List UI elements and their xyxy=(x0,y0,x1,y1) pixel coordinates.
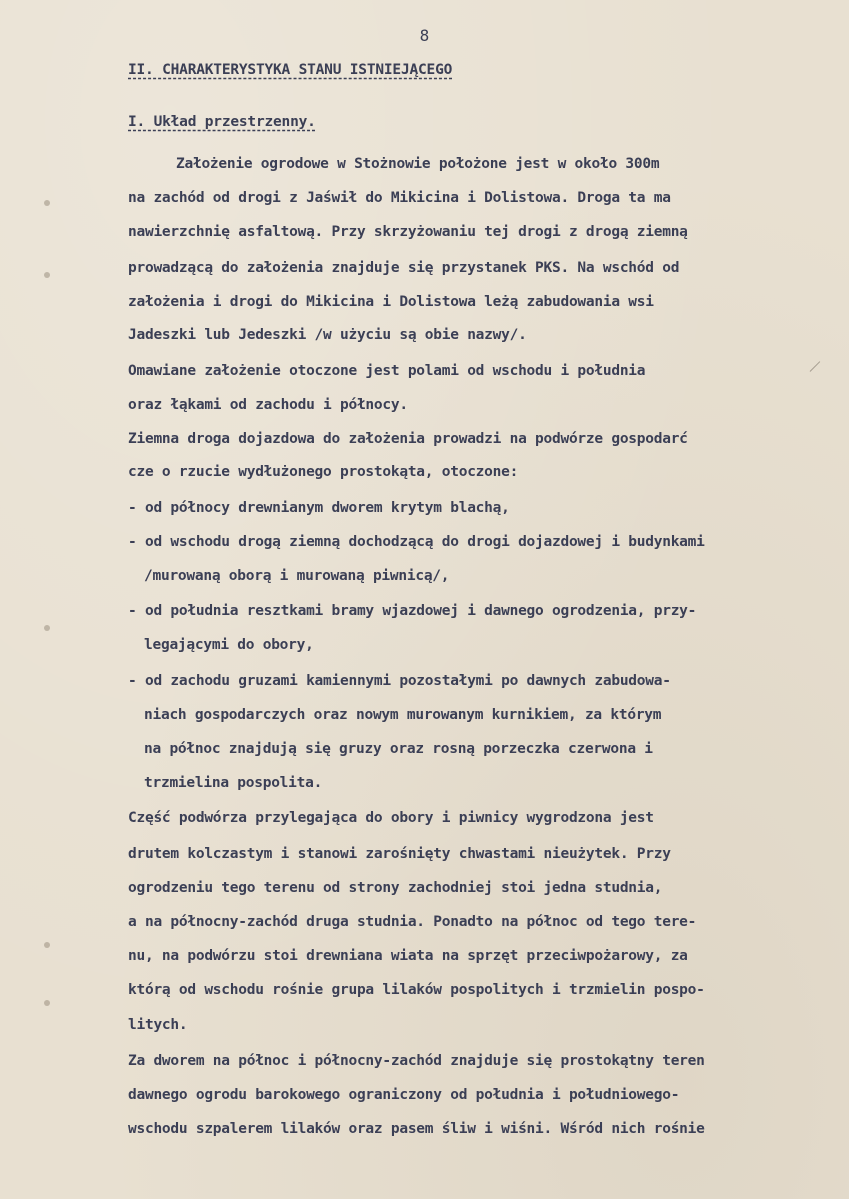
list-item-continuation: /murowaną oborą i murowaną piwnicą/, xyxy=(144,568,450,584)
subsection-heading: I. Układ przestrzenny. xyxy=(128,114,316,130)
text-line: nawierzchnię asfaltową. Przy skrzyżowaniu tej drogi z drogą ziemną xyxy=(128,224,688,240)
text-line: Założenie ogrodowe w Stożnowie położone jest w około 300m xyxy=(176,156,660,172)
list-item: - od wschodu drogą ziemną dochodzącą do drogi dojazdowej i budynkami xyxy=(128,534,705,550)
text-line: cze o rzucie wydłużonego prostokąta, otoczone: xyxy=(128,464,519,480)
text-line: ogrodzeniu tego terenu od strony zachodniej stoi jedna studnia, xyxy=(128,880,663,896)
text-line: Omawiane założenie otoczone jest polami od wschodu i południa xyxy=(128,363,646,379)
text-line: wschodu szpalerem lilaków oraz pasem śliw i wiśni. Wśród nich rośnie xyxy=(128,1121,705,1137)
text-line: oraz łąkami od zachodu i północy. xyxy=(128,397,408,413)
list-item-continuation: legającymi do obory, xyxy=(144,637,314,653)
text-line: którą od wschodu rośnie grupa lilaków pospolitych i trzmielin pospo- xyxy=(128,982,705,998)
pencil-mark xyxy=(810,361,821,372)
punch-hole xyxy=(44,200,50,206)
text-line: Za dworem na północ i północny-zachód znajduje się prostokątny teren xyxy=(128,1053,705,1069)
text-line: dawnego ogrodu barokowego ograniczony od południa i południowego- xyxy=(128,1087,680,1103)
punch-hole xyxy=(44,1000,50,1006)
text-line: prowadzącą do założenia znajduje się przystanek PKS. Na wschód od xyxy=(128,260,680,276)
list-item: - od północy drewnianym dworem krytym blachą, xyxy=(128,500,510,516)
list-item: - od zachodu gruzami kamiennymi pozostałymi po dawnych zabudowa- xyxy=(128,673,671,689)
text-line: litych. xyxy=(128,1017,188,1033)
section-heading: II. CHARAKTERYSTYKA STANU ISTNIEJĄCEGO xyxy=(128,62,453,78)
list-item-continuation: na północ znajdują się gruzy oraz rosną porzeczka czerwona i xyxy=(144,741,653,757)
text-line: Część podwórza przylegająca do obory i piwnicy wygrodzona jest xyxy=(128,810,654,826)
list-item-continuation: trzmielina pospolita. xyxy=(144,775,323,791)
punch-hole xyxy=(44,272,50,278)
punch-hole xyxy=(44,942,50,948)
punch-hole xyxy=(44,625,50,631)
text-line: nu, na podwórzu stoi drewniana wiata na sprzęt przeciwpożarowy, za xyxy=(128,948,688,964)
text-line: a na północny-zachód druga studnia. Ponadto na północ od tego tere- xyxy=(128,914,697,930)
list-item: - od południa resztkami bramy wjazdowej i dawnego ogrodzenia, przy- xyxy=(128,603,697,619)
text-line: Jadeszki lub Jedeszki /w użyciu są obie nazwy/. xyxy=(128,327,527,343)
text-line: na zachód od drogi z Jaświł do Mikicina i Dolistowa. Droga ta ma xyxy=(128,190,671,206)
text-line: drutem kolczastym i stanowi zarośnięty chwastami nieużytek. Przy xyxy=(128,846,671,862)
page-number: 8 xyxy=(419,26,430,45)
text-line: założenia i drogi do Mikicina i Dolistowa leżą zabudowania wsi xyxy=(128,294,654,310)
text-line: Ziemna droga dojazdowa do założenia prowadzi na podwórze gospodarć xyxy=(128,431,688,447)
list-item-continuation: niach gospodarczych oraz nowym murowanym kurnikiem, za którym xyxy=(144,707,662,723)
